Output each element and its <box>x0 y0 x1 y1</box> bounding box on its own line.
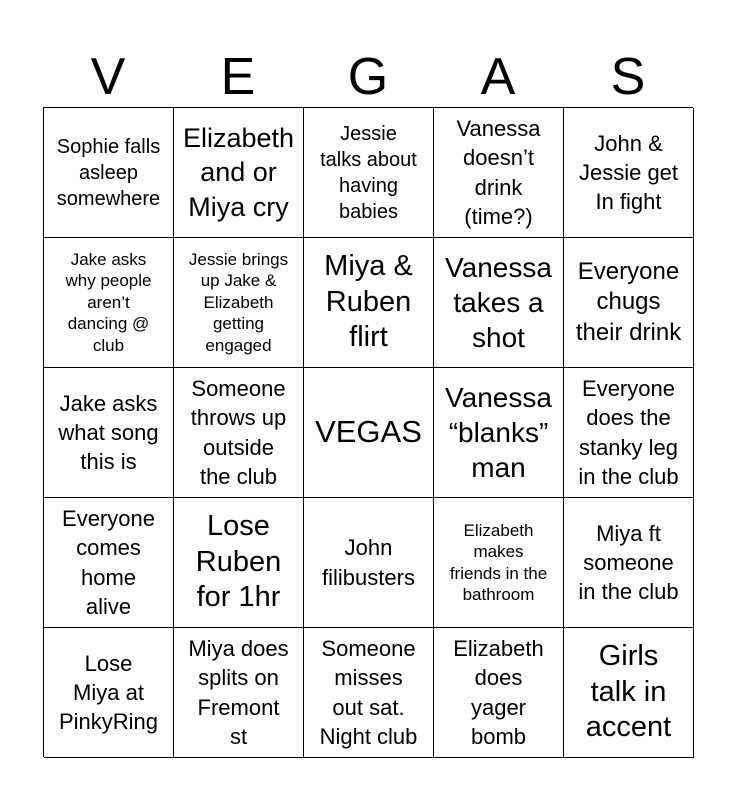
bingo-cell-r2-c5[interactable] <box>564 238 694 368</box>
cell-text: Everyone chugs their drink <box>575 258 682 346</box>
bingo-cell-r4-c1[interactable] <box>44 498 174 628</box>
header-letter-g: G <box>347 48 389 106</box>
bingo-cell-r4-c2[interactable] <box>174 498 304 628</box>
bingo-header <box>43 40 693 108</box>
free-space-text: VEGAS <box>315 414 422 450</box>
cell-text: Miya ft someone in the club <box>578 520 679 605</box>
bingo-cell-r5-c5[interactable] <box>564 628 694 758</box>
bingo-cell-r1-c5[interactable] <box>564 108 694 238</box>
cell-text: Vanessa takes a shot <box>445 252 552 353</box>
bingo-cell-r1-c4[interactable] <box>434 108 564 238</box>
bingo-cell-r2-c1[interactable] <box>44 238 174 368</box>
bingo-cell-r5-c4[interactable] <box>434 628 564 758</box>
header-letter-s: S <box>610 48 646 106</box>
cell-text: Girls talk in accent <box>585 640 672 744</box>
cell-text: Everyone does the stanky leg in the club <box>578 376 679 489</box>
bingo-cell-r4-c5[interactable] <box>564 498 694 628</box>
cell-text: Vanessa “blanks” man <box>445 382 552 483</box>
bingo-cell-r4-c3[interactable] <box>304 498 434 628</box>
cell-text: Someone misses out sat. Night club <box>319 636 418 749</box>
cell-text: Elizabeth makes friends in the bathroom <box>449 520 548 604</box>
bingo-cell-r3-c4[interactable] <box>434 368 564 498</box>
cell-text: Sophie falls asleep somewhere <box>56 135 161 210</box>
bingo-cell-r1-c3[interactable] <box>304 108 434 238</box>
bingo-cell-r1-c2[interactable] <box>174 108 304 238</box>
bingo-cell-r5-c2[interactable] <box>174 628 304 758</box>
header-letter-v: V <box>90 48 126 106</box>
cell-text: Jake asks why people aren’t dancing @ club <box>65 249 152 355</box>
cell-text: Miya & Ruben flirt <box>324 250 413 354</box>
cell-text: John & Jessie get In fight <box>578 130 679 215</box>
cell-text: Someone throws up outside the club <box>190 376 287 489</box>
cell-text: Lose Miya at PinkyRing <box>58 650 159 735</box>
bingo-cell-r3-c2[interactable] <box>174 368 304 498</box>
cell-text: Jake asks what song this is <box>58 390 159 475</box>
cell-text: Jessie brings up Jake & Elizabeth getting engaged <box>188 249 289 355</box>
bingo-board <box>43 107 693 757</box>
cell-text: Elizabeth does yager bomb <box>453 636 544 749</box>
cell-text: Lose Ruben for 1hr <box>195 510 282 614</box>
bingo-cell-r2-c2[interactable] <box>174 238 304 368</box>
cell-text: Jessie talks about having babies <box>320 122 417 223</box>
bingo-cell-r3-c1[interactable] <box>44 368 174 498</box>
bingo-cell-r3-c5[interactable] <box>564 368 694 498</box>
cell-text: Miya does splits on Fremont st <box>188 636 289 749</box>
cell-text: Elizabeth and or Miya cry <box>182 123 295 222</box>
bingo-cell-r5-c3[interactable] <box>304 628 434 758</box>
bingo-cell-r5-c1[interactable] <box>44 628 174 758</box>
bingo-cell-r2-c3[interactable] <box>304 238 434 368</box>
cell-text: John filibusters <box>322 535 415 590</box>
bingo-cell-r1-c1[interactable] <box>44 108 174 238</box>
bingo-cell-r2-c4[interactable] <box>434 238 564 368</box>
header-letter-e: E <box>220 48 256 106</box>
bingo-cell-r4-c4[interactable] <box>434 498 564 628</box>
bingo-cell-free-space[interactable] <box>304 368 434 498</box>
cell-text: Vanessa doesn’t drink (time?) <box>456 116 541 229</box>
cell-text: Everyone comes home alive <box>62 506 155 619</box>
header-letter-a: A <box>480 48 516 106</box>
